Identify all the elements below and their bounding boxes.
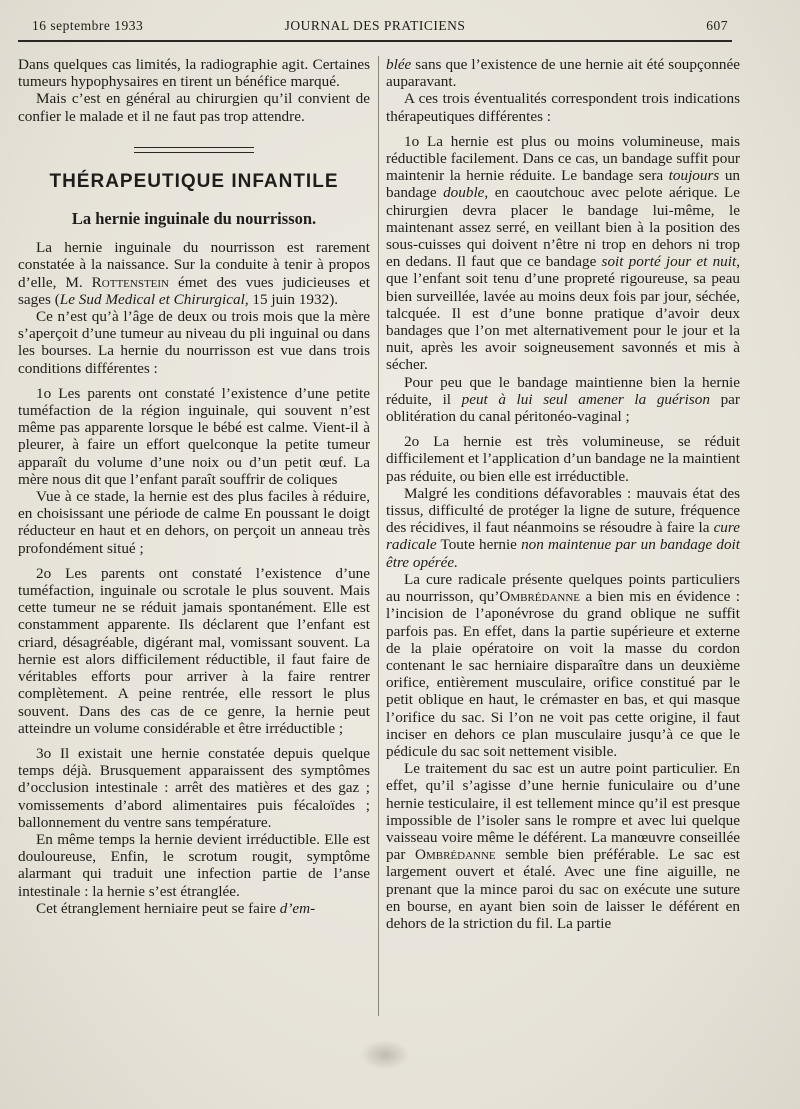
paragraph-2: Ce n’est qu’à l’âge de deux ou trois mois que la mère s’aperçoit d’une tumeur au niveau du pli inguinal ou dans les bourses. La hernie du nourrisson est vue dans trois conditions différentes : (18, 308, 370, 377)
paragraph-r2: A ces trois éventualités correspondent trois indications thérapeutiques différentes : (386, 90, 740, 125)
author-name: Ombrédanne (415, 846, 496, 864)
source-title: Le Sud Medical et Chirurgical (59, 290, 245, 308)
paragraph-r3: 1o La hernie est plus ou moins volumineuse, mais réductible facilement. Dans ce cas, un bandage suffit pour maintenir la hernie réduite. Le bandage sera toujours un bandage double, en caoutchouc avec pelote aérique. Le chirurgien devra placer le bandage lui-même, le maintenant assez serré, en veillant bien à la position des sous-cuisses qui doivent n’être ni trop en dehors ni trop en dedans. Il faut que ce bandage soit porté jour et nuit, que l’enfant soit tenu d’une propreté rigoureuse, sa peau bien surveillée, lavée au moins deux fois par jour, séchée, talcquée. Il est d’une bonne pratique d’avoir deux bandages que l’on met alternativement pour le jour et la nuit, après les avoir soigneusement savonnés et mis à sécher. (386, 132, 741, 374)
paragraph-intro-2: Mais c’est en général au chirurgien qu’il convient de confier le malade et il ne faut pas trop attendre. (18, 90, 370, 125)
paragraph-4: Vue à ce stade, la hernie est des plus faciles à réduire, en choisissant une période de calme En poussant le doigt réducteur en haut et en dehors, on perçoit un anneau très profondément situé ; (18, 488, 370, 557)
paragraph-3: 1o Les parents ont constaté l’existence d’une petite tuméfaction de la région inguinale, qui souvent n’est même pas apparente lorsque le bébé est calme. Vient-il à pleurer, à faire un effort quelconque la petite tumeur apparaît du volume d’une noix ou d’un petit œuf. La mère nous dit que l’enfant paraît souffrir de coliques (18, 384, 370, 488)
header-page-number: 607 (706, 18, 728, 33)
header-date: 16 septembre 1933 (32, 18, 144, 33)
article-title: La hernie inguinale du nourrisson. (71, 209, 317, 229)
paragraph-r6: Malgré les conditions défavorables : mauvais état des tissus, difficulté de protéger la ligne de suture, fréquence des récidives, il faut néanmoins se résoudre à faire la cure radicale Toute hernie non maintenue par un bandage doit être opérée. (386, 484, 740, 571)
running-header (18, 16, 732, 42)
section-rule (134, 147, 254, 153)
paragraph-7: En même temps la hernie devient irréductible. Elle est douloureuse, Enfin, le scrotum rougit, symptôme alarmant qui traduit une infection partie de l’anse intestinale : la hernie s’est étranglée. (18, 830, 370, 900)
paragraph-r1: blée sans que l’existence de une hernie ait été soupçonnée auparavant. (386, 56, 740, 91)
paragraph-r8: Le traitement du sac est un autre point particulier. En effet, qu’il s’agisse d’une hernie funiculaire ou d’une hernie testiculaire, il est tellement mince qu’il est presque impossible de l’isoler sans le rompre et avec lui quelque vaisseau voire même le déférent. La manœuvre conseillée par Ombrédanne semble bien préférable. Le sac est largement ouvert et étalé. Avec une fine aiguille, ne prenant que la mince paroi du sac on exécute une suture en bourse, en ayant bien soin de laisser le déférent en dehors de la striction du fil. La partie (386, 760, 740, 932)
left-column (18, 56, 370, 917)
header-journal-title: JOURNAL DES PRATICIENS (284, 18, 466, 33)
page-smudge (360, 1040, 410, 1070)
column-divider (378, 56, 379, 1016)
author-name: Rottenstein (91, 273, 169, 291)
paragraph-r4: Pour peu que le bandage maintienne bien la hernie réduite, il peut à lui seul amener la guérison par oblitération du canal péritonéo-vaginal ; (386, 373, 740, 426)
paragraph-r5: 2o La hernie est très volumineuse, se réduit difficilement et l’application d’un bandage ne la maintient pas réduite, ou bien elle est irréductible. (386, 433, 740, 485)
section-title: THÉRAPEUTIQUE INFANTILE (49, 170, 339, 192)
paragraph-intro-1: Dans quelques cas limités, la radiographie agit. Certaines tumeurs hypophysaires en tirent un bénéfice marqué. (18, 56, 370, 91)
paragraph-8: Cet étranglement herniaire peut se faire d’em- (36, 899, 316, 917)
right-column (386, 56, 740, 932)
paragraph-r7: La cure radicale présente quelques points particuliers au nourrisson, qu’Ombrédanne a bien mis en évidence : l’incision de l’aponévrose du grand oblique ne suffit parfois pas. En effet, dans la partie supérieure et externe de la plaie opératoire on voit la masse du cordon contenant le sac herniaire disparaître dans un deuxième orifice, entièrement musculaire, orifice constitué par le petit oblique en haut, le crémaster en bas, et qui masque l’orifice du sac. Si l’on ne voit pas cette origine, il faut inciser en dehors ce plan musculaire jusqu’à ce que le pédicule du sac soit nettement visible. (386, 570, 740, 760)
paragraph-6: 3o Il existait une hernie constatée depuis quelque temps déjà. Brusquement apparaissent des symptômes d’occlusion intestinale : arrêt des matières et des gaz ; vomissements d’abord alimentaires puis fécaloïdes ; ballonnement du ventre sans température. (18, 744, 370, 831)
paragraph-1: La hernie inguinale du nourrisson est rarement constatée à la naissance. Sur la conduite à tenir à propos d’elle, M. Rottenstein émet des vues judicieuses et sages (Le Sud Medical et Chirurgical, 15 juin 1932). (18, 239, 370, 308)
paragraph-5: 2o Les parents ont constaté l’existence d’une tuméfaction, inguinale ou scrotale le plus souvent. Mais cette tumeur ne se réduit jamais spontanément. Elle est constamment apparente. Ils déclarent que l’enfant est criard, désagréable, digérant mal, vomissant souvent. La hernie est alors difficilement réductible, il faut faire de véritables efforts pour arriver à la faire rentrer complètement. A peine rentrée, elle ressort le plus souvent. Dans des cas de ce genre, la hernie peut atteindre un volume considérable et être irréductible ; (18, 564, 370, 737)
author-name: Ombrédanne (499, 588, 581, 606)
